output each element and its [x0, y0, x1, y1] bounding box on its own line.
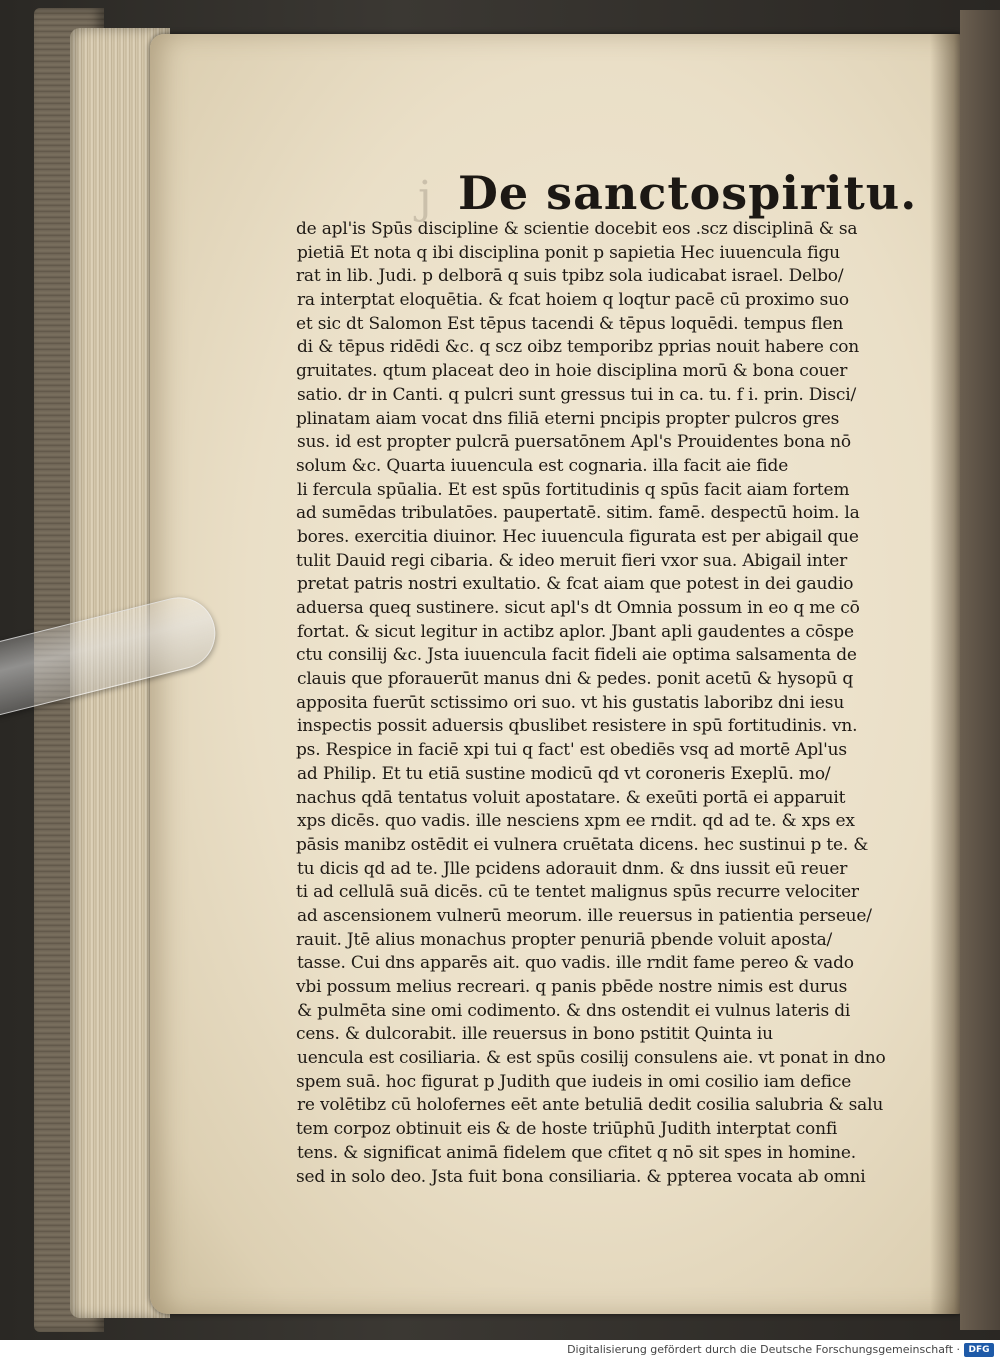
text-line: spem suā. hoc figurat p Judith que iudeis in omi cosilio iam defice [296, 1071, 852, 1092]
text-line: rauit. Jtē alius monachus propter penuriā pbende voluit aposta/ [296, 929, 833, 950]
text-line: ad sumēdas tribulatōes. paupertatē. sitim. famē. despectū hoim. la [296, 503, 860, 524]
text-line: ti ad cellulā suā dicēs. cū te tentet malignus spūs recurre velociter [296, 882, 859, 903]
text-line: ad ascensionem vulnerū meorum. ille reuersus in patientia perseue/ [297, 905, 872, 926]
text-line: sed in solo deo. Jsta fuit bona consiliaria. & ppterea vocata ab omni [296, 1166, 866, 1187]
text-line: xps dicēs. quo vadis. ille nesciens xpm ee rndit. qd ad te. & xps ex [297, 811, 855, 832]
page-heading: De sanctospiritu. [458, 166, 918, 220]
text-line: clauis que pforauerūt manus dni & pedes. ponit acetū & hysopū q [297, 669, 854, 690]
text-line: plinatam aiam vocat dns filiā eterni pncipis propter pulcros gres [296, 408, 840, 429]
dfg-logo: DFG [964, 1343, 994, 1357]
text-line: sus. id est propter pulcrā puersatōnem Apl's Prouidentes bona nō [297, 432, 851, 453]
facing-page-edge [960, 10, 1000, 1330]
text-line: ps. Respice in faciē xpi tui q fact' est obediēs vsq ad mortē Apl'us [296, 740, 847, 761]
text-line: li fercula spūalia. Et est spūs fortitudinis q spūs facit aiam fortem [297, 479, 850, 500]
text-line: re volētibz cū holofernes eēt ante betuliā dedit cosilia salubria & salu [297, 1095, 884, 1116]
text-line: vbi possum melius recreari. q panis pbēde nostre nimis est durus [296, 977, 848, 997]
text-line: bores. exercitia diuinor. Hec iuuencula figurata est per abigail que [297, 526, 859, 547]
text-line: & pulmēta sine omi codimento. & dns ostendit ei vulnus lateris di [297, 1000, 851, 1021]
text-line: tasse. Cui dns apparēs ait. quo vadis. ille rndit fame pereo & vado [297, 953, 854, 974]
text-line: pietiā Et nota q ibi disciplina ponit p sapietia Hec iuuencula figu [297, 242, 840, 263]
text-line: et sic dt Salomon Est tēpus tacendi & tēpus loquēdi. tempus flen [296, 313, 844, 334]
text-line: satio. dr in Canti. q pulcri sunt gressus tui in ca. tu. f i. prin. Disci/ [297, 384, 857, 405]
text-line: tu dicis qd ad te. Jlle pcidens adorauit dnm. & dns iussit eū reuer [297, 858, 848, 879]
text-line: pāsis manibz ostēdit ei vulnera cruētata dicens. hec sustinui p te. & [296, 834, 869, 855]
text-line: aduersa queq sustinere. sicut apl's dt Omnia possum in eo q me cō [296, 598, 860, 618]
text-line: di & tēpus ridēdi &c. q scz oibz temporibz pprias nouit habere con [297, 337, 860, 358]
text-line: tulit Dauid regi cibaria. & ideo meruit fieri vxor sua. Abigail inter [296, 550, 848, 571]
text-line: apposita fuerūt sctissimo ori suo. vt his gustatis laboribz dni iesu [296, 692, 845, 713]
text-line: pretat patris nostri exultatio. & fcat aiam que potest in dei gaudio [297, 574, 854, 595]
text-line: gruitates. qtum placeat deo in hoie disciplina morū & bona couer [296, 361, 848, 382]
text-line: fortat. & sicut legitur in actibz aplor. Jbant apli gaudentes a cōspe [297, 621, 854, 642]
text-line: inspectis possit aduersis qbuslibet resistere in spū fortitudinis. vn. [297, 716, 858, 737]
text-line: cens. & dulcorabit. ille reuersus in bono pstitit Quinta iu [296, 1024, 773, 1045]
text-line: tens. & significat animā fidelem que cfitet q nō sit spes in homine. [297, 1142, 856, 1163]
text-line: tem corpoz obtinuit eis & de hoste triūphū Judith interptat confi [296, 1119, 838, 1140]
text-line: ra interptat eloquētia. & fcat hoiem q loqtur pacē cū proximo suo [297, 290, 849, 311]
text-line: uencula est cosiliaria. & est spūs cosilij consulens aie. vt ponat in dno [297, 1048, 886, 1069]
text-line: de apl'is Spūs discipline & scientie docebit eos .scz disciplinā & sa [296, 219, 858, 239]
text-line: nachus qdā tentatus voluit apostatare. & exeūti portā ei apparuit [296, 787, 846, 808]
show-through-letter: j [418, 172, 432, 223]
footer-bar [0, 1340, 1000, 1360]
text-column [297, 218, 917, 1189]
text-line: solum &c. Quarta iuuencula est cognaria. illa facit aie fide [296, 455, 789, 476]
funding-notice: Digitalisierung gefördert durch die Deutsche Forschungsgemeinschaft · [567, 1343, 960, 1356]
text-line: ctu consilij &c. Jsta iuuencula facit fideli aie optima salsamenta de [296, 645, 857, 666]
text-line: ad Philip. Et tu etiā sustine modicū qd vt coroneris Exeplū. mo/ [297, 763, 831, 784]
text-line: rat in lib. Judi. p delborā q suis tpibz sola iudicabat israel. Delbo/ [296, 266, 844, 287]
